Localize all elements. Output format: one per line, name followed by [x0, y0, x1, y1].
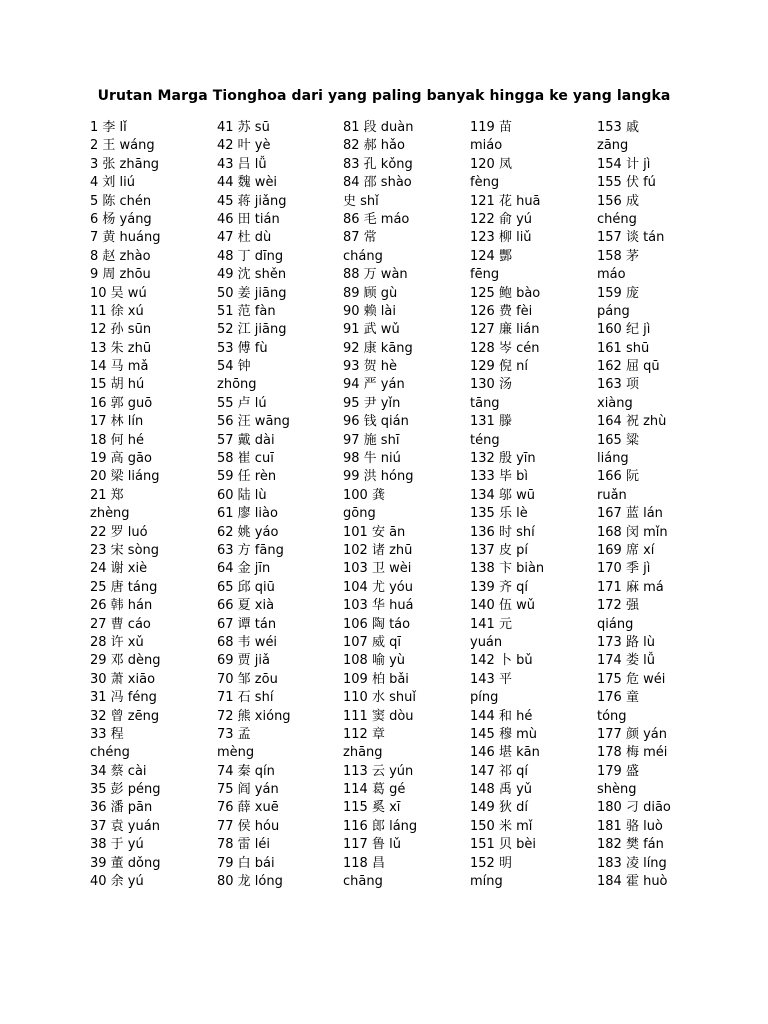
surname-entry: 142 卜 bǔ	[470, 653, 533, 669]
surname-entry: 165 粱	[597, 432, 639, 448]
surname-entry: 145 穆 mù	[470, 726, 537, 742]
surname-entry: 75 阎 yán	[217, 782, 279, 798]
surname-entry: 119 苗	[470, 120, 512, 135]
surname-entry: 112 章	[343, 726, 385, 742]
surname-entry: páng	[597, 303, 630, 319]
surname-entry: 100 龚	[343, 487, 385, 503]
surname-entry: 6 杨 yáng	[90, 211, 152, 227]
surname-entry: 52 江 jiāng	[217, 322, 287, 338]
surname-entry: 17 林 lín	[90, 414, 144, 430]
surname-entry: 59 任 rèn	[217, 469, 277, 485]
surname-entry: 25 唐 táng	[90, 579, 158, 595]
surname-entry: 26 韩 hán	[90, 598, 153, 614]
surname-entry: 169 席 xí	[597, 542, 655, 558]
surname-entry: 28 许 xǔ	[90, 634, 144, 650]
surname-entry: 181 骆 luò	[597, 818, 663, 834]
surname-entry: 54 钟	[217, 359, 251, 375]
surname-entry: 40 余 yú	[90, 874, 144, 890]
surname-entry: 53 傅 fù	[217, 340, 268, 356]
surname-entry: 79 白 bái	[217, 855, 275, 871]
surname-entry: 70 邹 zōu	[217, 671, 278, 687]
surname-entry: tāng	[470, 395, 500, 411]
surname-entry: 89 顾 gù	[343, 285, 398, 301]
surname-entry: 113 云 yún	[343, 763, 414, 779]
surname-entry: ruǎn	[597, 487, 627, 503]
surname-entry: 172 强	[597, 598, 639, 614]
surname-entry: 55 卢 lú	[217, 395, 267, 411]
surname-entry: 46 田 tián	[217, 211, 280, 227]
surname-entry: 63 方 fāng	[217, 542, 284, 558]
surname-entry: 76 薛 xuē	[217, 800, 279, 816]
surname-entry: 18 何 hé	[90, 432, 145, 448]
surname-entry: 175 危 wéi	[597, 671, 666, 687]
surname-entry: chāng	[343, 874, 383, 890]
surname-entry: 102 诸 zhū	[343, 542, 413, 558]
surname-entry: téng	[470, 432, 500, 448]
surname-entry: 141 元	[470, 616, 512, 632]
surname-entry: 23 宋 sòng	[90, 542, 160, 558]
surname-entry: 108 喻 yù	[343, 653, 406, 669]
surname-entry: 117 鲁 lǔ	[343, 837, 401, 853]
surname-entry: 153 戚	[597, 120, 639, 135]
surname-entry: 80 龙 lóng	[217, 874, 283, 890]
surname-entry: 90 赖 lài	[343, 303, 396, 319]
surname-entry: 35 彭 péng	[90, 782, 161, 798]
surname-entry: 44 魏 wèi	[217, 175, 278, 191]
surname-entry: 41 苏 sū	[217, 120, 270, 135]
surname-entry: 156 成	[597, 193, 639, 209]
surname-entry: 155 伏 fú	[597, 175, 656, 191]
surname-entry: 83 孔 kǒng	[343, 156, 413, 172]
surname-entry: 139 齐 qí	[470, 579, 528, 595]
surname-entry: cháng	[343, 248, 383, 264]
surname-entry: 45 蒋 jiǎng	[217, 193, 287, 209]
surname-entry: 10 吴 wú	[90, 285, 147, 301]
surname-entry: 131 滕	[470, 414, 512, 430]
surname-entry: yuán	[470, 634, 503, 650]
surname-entry: 143 平	[470, 671, 512, 687]
surname-entry: miáo	[470, 138, 503, 154]
surname-entry: 125 鲍 bào	[470, 285, 541, 301]
surname-entry: 81 段 duàn	[343, 120, 414, 135]
surname-entry: 14 马 mǎ	[90, 359, 149, 375]
surname-entry: 11 徐 xú	[90, 303, 144, 319]
surname-entry: chéng	[90, 745, 130, 761]
surname-entry: xiàng	[597, 395, 633, 411]
surname-entry: 103 华 huá	[343, 598, 414, 614]
surname-column-5	[597, 119, 671, 891]
surname-entry: 154 计 jì	[597, 156, 651, 172]
surname-entry: 7 黄 huáng	[90, 230, 161, 246]
surname-column-4	[470, 119, 544, 891]
surname-entry: 29 邓 dèng	[90, 653, 161, 669]
surname-entry: 149 狄 dí	[470, 800, 528, 816]
surname-entry: 171 麻 má	[597, 579, 664, 595]
surname-entry: mèng	[217, 745, 255, 761]
surname-entry: 62 姚 yáo	[217, 524, 279, 540]
surname-entry: 106 陶 táo	[343, 616, 411, 632]
surname-entry: 史 shǐ	[343, 193, 379, 209]
surname-entry: zhāng	[343, 745, 383, 761]
surname-entry: 140 伍 wǔ	[470, 598, 535, 614]
surname-entry: 162 屈 qū	[597, 359, 660, 375]
surname-entry: 82 郝 hǎo	[343, 138, 405, 154]
surname-entry: 144 和 hé	[470, 708, 533, 724]
surname-entry: 103 卫 wèi	[343, 561, 412, 577]
surname-entry: 37 袁 yuán	[90, 818, 160, 834]
surname-entry: 159 庞	[597, 285, 639, 301]
surname-entry: 158 茅	[597, 248, 639, 264]
surname-entry: 134 邬 wū	[470, 487, 535, 503]
surname-entry: 160 纪 jì	[597, 322, 651, 338]
surname-entry: 167 蓝 lán	[597, 506, 663, 522]
surname-entry: 148 禹 yǔ	[470, 782, 533, 798]
surname-entry: 19 高 gāo	[90, 451, 152, 467]
surname-entry: 176 童	[597, 690, 639, 706]
surname-entry: 49 沈 shěn	[217, 267, 287, 283]
surname-column-1	[90, 119, 161, 891]
surname-entry: míng	[470, 874, 503, 890]
surname-entry: 147 祁 qí	[470, 763, 528, 779]
surname-entry: 65 邱 qiū	[217, 579, 275, 595]
surname-entry: 121 花 huā	[470, 193, 541, 209]
surname-entry: 8 赵 zhào	[90, 248, 151, 264]
surname-entry: 64 金 jīn	[217, 561, 271, 577]
surname-entry: 57 戴 dài	[217, 432, 275, 448]
surname-entry: 21 郑	[90, 487, 124, 503]
surname-entry: 16 郭 guō	[90, 395, 153, 411]
surname-entry: 138 卞 biàn	[470, 561, 545, 577]
surname-entry: 1 李 lǐ	[90, 120, 127, 135]
surname-entry: 5 陈 chén	[90, 193, 152, 209]
surname-entry: 78 雷 léi	[217, 837, 271, 853]
surname-entry: 122 俞 yú	[470, 211, 533, 227]
surname-entry: 179 盛	[597, 763, 639, 779]
surname-entry: 170 季 jì	[597, 561, 651, 577]
surname-entry: 96 钱 qián	[343, 414, 409, 430]
surname-entry: fèng	[470, 175, 500, 191]
surname-entry: 92 康 kāng	[343, 340, 413, 356]
surname-entry: zāng	[597, 138, 629, 154]
surname-entry: zhèng	[90, 506, 130, 522]
surname-entry: 150 米 mǐ	[470, 818, 533, 834]
surname-entry: 124 酆	[470, 248, 512, 264]
surname-entry: shèng	[597, 782, 637, 798]
surname-entry: 39 董 dǒng	[90, 855, 161, 871]
surname-entry: 42 叶 yè	[217, 138, 271, 154]
surname-entry: 30 萧 xiāo	[90, 671, 156, 687]
surname-entry: 86 毛 máo	[343, 211, 410, 227]
surname-entry: 9 周 zhōu	[90, 267, 151, 283]
surname-entry: 109 柏 bǎi	[343, 671, 409, 687]
surname-entry: chéng	[597, 211, 637, 227]
surname-entry: 60 陆 lù	[217, 487, 267, 503]
surname-entry: qiáng	[597, 616, 634, 632]
surname-entry: fēng	[470, 267, 500, 283]
surname-entry: 50 姜 jiāng	[217, 285, 287, 301]
surname-entry: 151 贝 bèi	[470, 837, 536, 853]
surname-entry: 2 王 wáng	[90, 138, 155, 154]
surname-entry: 137 皮 pí	[470, 542, 528, 558]
surname-entry: 84 邵 shào	[343, 175, 412, 191]
surname-entry: 73 孟	[217, 726, 251, 742]
surname-entry: 130 汤	[470, 377, 512, 393]
surname-entry: 13 朱 zhū	[90, 340, 152, 356]
surname-entry: 27 曹 cáo	[90, 616, 151, 632]
surname-entry: 166 阮	[597, 469, 639, 485]
surname-entry: 135 乐 lè	[470, 506, 528, 522]
surname-entry: 66 夏 xià	[217, 598, 275, 614]
surname-entry: 20 梁 liáng	[90, 469, 160, 485]
surname-column-2	[217, 119, 291, 891]
surname-entry: 12 孙 sūn	[90, 322, 152, 338]
surname-entry: 67 谭 tán	[217, 616, 277, 632]
surname-entry: 146 堪 kān	[470, 745, 540, 761]
surname-entry: 74 秦 qín	[217, 763, 275, 779]
surname-entry: 58 崔 cuī	[217, 451, 274, 467]
surname-entry: 177 颜 yán	[597, 726, 667, 742]
surname-entry: 4 刘 liú	[90, 175, 135, 191]
surname-entry: 34 蔡 cài	[90, 763, 147, 779]
surname-entry: 118 昌	[343, 855, 385, 871]
surname-entry: 99 洪 hóng	[343, 469, 414, 485]
surname-entry: 180 刁 diāo	[597, 800, 671, 816]
surname-entry: 43 吕 lǚ	[217, 156, 267, 172]
surname-entry: 94 严 yán	[343, 377, 405, 393]
surname-entry: 136 时 shí	[470, 524, 535, 540]
surname-entry: 88 万 wàn	[343, 267, 408, 283]
surname-entry: 68 韦 wéi	[217, 634, 278, 650]
surname-entry: 133 毕 bì	[470, 469, 528, 485]
surname-entry: 173 路 lù	[597, 634, 655, 650]
surname-entry: 101 安 ān	[343, 524, 406, 540]
surname-entry: 115 奚 xī	[343, 800, 401, 816]
surname-entry: 97 施 shī	[343, 432, 400, 448]
surname-column-3	[343, 119, 417, 891]
surname-entry: 114 葛 gé	[343, 782, 406, 798]
surname-entry: 47 杜 dù	[217, 230, 272, 246]
surname-entry: 174 娄 lǚ	[597, 653, 655, 669]
surname-entry: 31 冯 féng	[90, 690, 157, 706]
surname-entry: 164 祝 zhù	[597, 414, 667, 430]
surname-entry: 168 闵 mǐn	[597, 524, 668, 540]
surname-entry: zhōng	[217, 377, 257, 393]
surname-entry: 48 丁 dīng	[217, 248, 284, 264]
surname-entry: 132 殷 yīn	[470, 451, 536, 467]
surname-entry: 91 武 wǔ	[343, 322, 400, 338]
page-title: Urutan Marga Tionghoa dari yang paling banyak hingga ke yang langka	[97, 88, 671, 104]
surname-entry: 98 牛 niú	[343, 451, 401, 467]
surname-entry: 152 明	[470, 855, 512, 871]
surname-entry: 38 于 yú	[90, 837, 144, 853]
surname-entry: 3 张 zhāng	[90, 156, 160, 172]
surname-entry: 110 水 shuǐ	[343, 690, 416, 706]
surname-entry: máo	[597, 267, 626, 283]
surname-entry: 127 廉 lián	[470, 322, 540, 338]
surname-entry: 33 程	[90, 726, 124, 742]
surname-entry: 71 石 shí	[217, 690, 274, 706]
surname-entry: 22 罗 luó	[90, 524, 148, 540]
surname-entry: 32 曾 zēng	[90, 708, 160, 724]
surname-entry: píng	[470, 690, 499, 706]
surname-entry: liáng	[597, 451, 629, 467]
surname-entry: 77 侯 hóu	[217, 818, 280, 834]
surname-entry: 36 潘 pān	[90, 800, 153, 816]
surname-entry: 126 费 fèi	[470, 303, 533, 319]
surname-entry: 104 尤 yóu	[343, 579, 413, 595]
surname-entry: 184 霍 huò	[597, 874, 668, 890]
surname-entry: 72 熊 xióng	[217, 708, 291, 724]
surname-entry: 161 shū	[597, 340, 650, 356]
surname-entry: 129 倪 ní	[470, 359, 528, 375]
surname-entry: 178 梅 méi	[597, 745, 668, 761]
surname-entry: 111 窦 dòu	[343, 708, 414, 724]
surname-entry: 157 谈 tán	[597, 230, 665, 246]
surname-entry: tóng	[597, 708, 627, 724]
surname-entry: 93 贺 hè	[343, 359, 398, 375]
surname-entry: 163 项	[597, 377, 639, 393]
surname-entry: 128 岑 cén	[470, 340, 540, 356]
surname-entry: 123 柳 liǔ	[470, 230, 532, 246]
surname-entry: gōng	[343, 506, 376, 522]
surname-entry: 61 廖 liào	[217, 506, 278, 522]
surname-entry: 69 贾 jiǎ	[217, 653, 270, 669]
surname-entry: 51 范 fàn	[217, 303, 276, 319]
surname-entry: 15 胡 hú	[90, 377, 145, 393]
surname-entry: 182 樊 fán	[597, 837, 664, 853]
surname-entry: 87 常	[343, 230, 377, 246]
surname-entry: 183 凌 líng	[597, 855, 667, 871]
surname-entry: 116 郎 láng	[343, 818, 418, 834]
surname-entry: 95 尹 yǐn	[343, 395, 401, 411]
surname-entry: 120 凤	[470, 156, 512, 172]
surname-entry: 107 威 qī	[343, 634, 401, 650]
surname-entry: 56 汪 wāng	[217, 414, 290, 430]
surname-entry: 24 谢 xiè	[90, 561, 148, 577]
